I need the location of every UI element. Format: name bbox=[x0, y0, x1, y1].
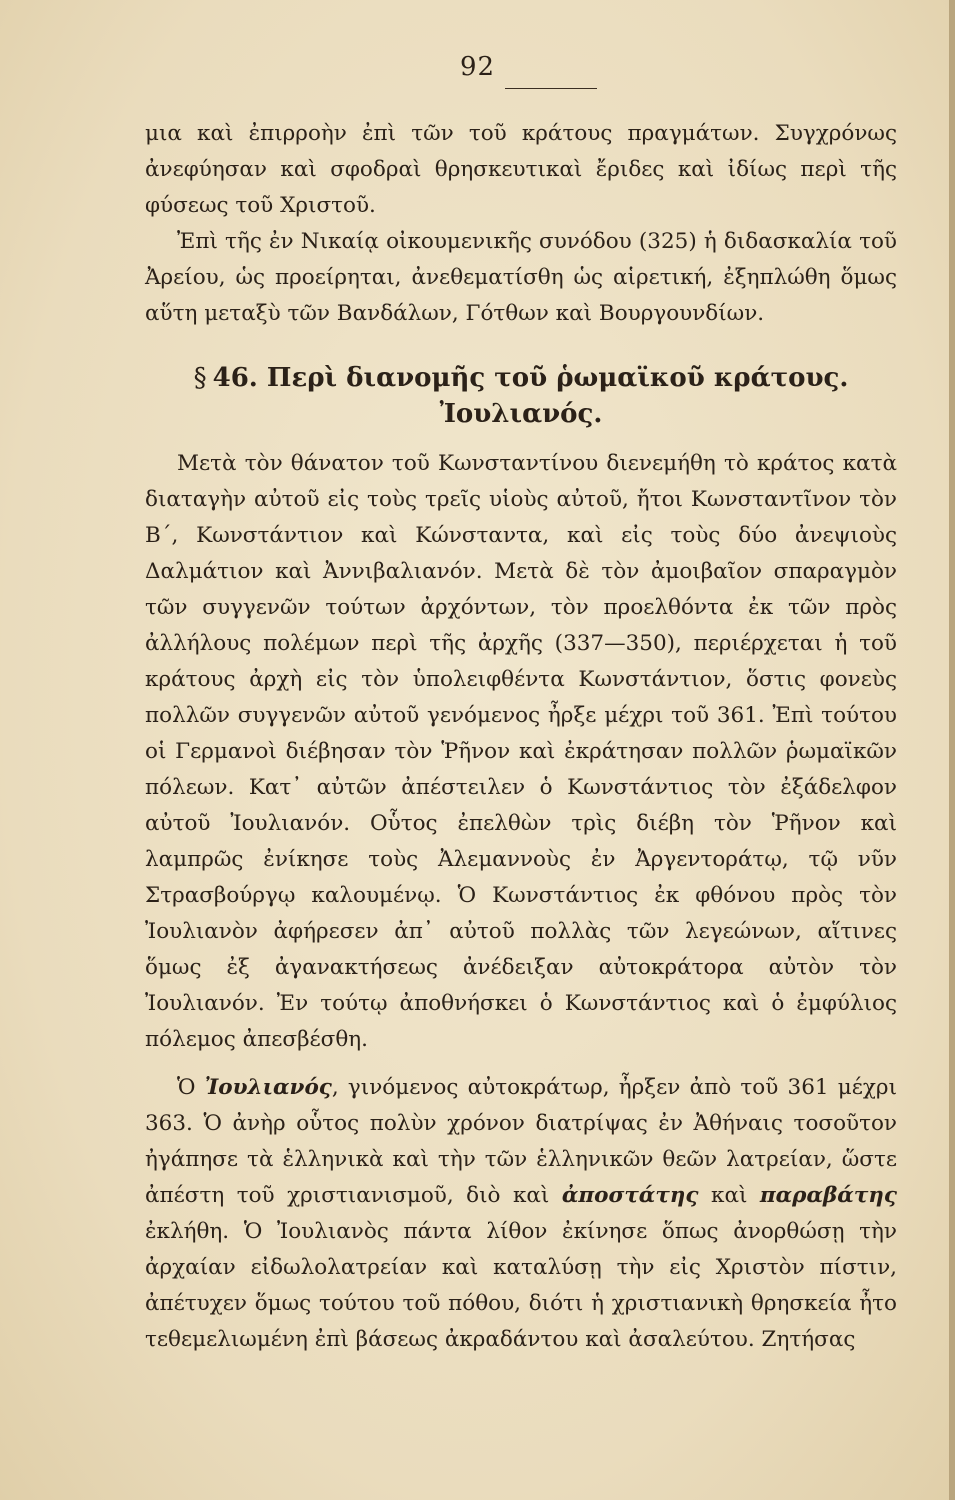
text-run: καὶ bbox=[698, 1183, 760, 1208]
emphasis-transgressor: παραβάτης bbox=[759, 1183, 898, 1208]
header-rule bbox=[505, 88, 597, 89]
text-block-division bbox=[145, 446, 897, 1058]
section-heading bbox=[145, 360, 897, 432]
emphasis-julian: Ἰουλιανός bbox=[204, 1075, 332, 1100]
paragraph-nicaea: Ἐπὶ τῆς ἐν Νικαίᾳ οἰκουμενικῆς συνόδου (325) ἡ διδασκαλία τοῦ Ἀρείου, ὡς προείρηται, ἀνεθεματίσθη ὡς αἱρετική, ἐξηπλώθη ὅμως αὕτη μεταξὺ τῶν Βανδάλων, Γότθων καὶ Βουργουνδίων. bbox=[145, 229, 897, 326]
page-number: 92 bbox=[459, 52, 496, 82]
emphasis-apostate: ἀποστάτης bbox=[561, 1183, 699, 1208]
paragraph-julian bbox=[145, 1070, 897, 1358]
text-run: , γινόμενος αὐτοκράτωρ, ἦρξεν ἀπὸ τοῦ 361 μέχρι 363. Ὁ ἀνὴρ οὗτος πολὺν χρόνον διατρίψας ἐν Ἀθήναις τοσοῦτον ἠγάπησε τὰ ἑλληνικὰ καὶ τὴν τῶν ἑλληνικῶν θεῶν λατρείαν, ὥστε ἀπέστη τοῦ χριστιανισμοῦ, διὸ καὶ bbox=[145, 1075, 897, 1208]
section-symbol: § bbox=[193, 363, 207, 393]
paragraph-continuation: μια καὶ ἐπιρροὴν ἐπὶ τῶν τοῦ κράτους πραγμάτων. Συγχρόνως ἀνεφύησαν καὶ σφοδραὶ θρησκευτικαὶ ἔριδες καὶ ἰδίως περὶ τῆς φύσεως τοῦ Χριστοῦ. bbox=[145, 121, 897, 218]
text-block-julian bbox=[145, 1070, 897, 1358]
text-block-top bbox=[145, 116, 897, 332]
section-title-line2: Ἰουλιανός. bbox=[439, 399, 603, 429]
page-edge bbox=[949, 0, 955, 1500]
section-title bbox=[145, 360, 897, 396]
text-run: Ὁ bbox=[177, 1075, 205, 1100]
section-title-line1: 46. Περὶ διανομῆς τοῦ ῥωμαϊκοῦ κράτους. bbox=[212, 363, 849, 393]
paragraph-division: Μετὰ τὸν θάνατον τοῦ Κωνσταντίνου διενεμήθη τὸ κράτος κατὰ διαταγὴν αὐτοῦ εἰς τοὺς τρεῖς υἱοὺς αὐτοῦ, ἤτοι Κωνσταντῖνον τὸν Β΄, Κωνστάντιον καὶ Κώνσταντα, καὶ εἰς τοὺς δύο ἀνεψιοὺς Δαλμάτιον καὶ Ἀννιβαλιανόν. Μετὰ δὲ τὸν ἀμοιβαῖον σπαραγμὸν τῶν συγγενῶν τούτων ἀρχόντων, τὸν προελθόντα ἐκ τῶν πρὸς ἀλλήλους πολέμων περὶ τῆς ἀρχῆς (337—350), περιέρχεται ἡ τοῦ κράτους ἀρχὴ εἰς τὸν ὑπολειφθέντα Κωνστάντιον, ὅστις φονεὺς πολλῶν συγγενῶν αὐτοῦ γενόμενος ἦρξε μέχρι τοῦ 361. Ἐπὶ τούτου οἱ Γερμανοὶ διέβησαν τὸν Ῥῆνον καὶ ἐκράτησαν πολλῶν ῥωμαϊκῶν πόλεων. Κατ᾽ αὐτῶν ἀπέστειλεν ὁ Κωνστάντιος τὸν ἐξάδελφον αὐτοῦ Ἰουλιανόν. Οὗτος ἐπελθὼν τρὶς διέβη τὸν Ῥῆνον καὶ λαμπρῶς ἐνίκησε τοὺς Ἀλεμαννοὺς ἐν Ἀργεντοράτῳ, τῷ νῦν Στρασβούργῳ καλουμένῳ. Ὁ Κωνστάντιος ἐκ φθόνου πρὸς τὸν Ἰουλιανὸν ἀφήρεσεν ἀπ᾽ αὐτοῦ πολλὰς τῶν λεγεώνων, αἵτινες ὅμως ἐξ ἀγανακτήσεως ἀνέδειξαν αὐτοκράτορα αὐτὸν τὸν Ἰουλιανόν. Ἐν τούτῳ ἀποθνήσκει ὁ Κωνστάντιος καὶ ὁ ἐμφύλιος πόλεμος ἀπεσβέσθη. bbox=[145, 451, 897, 1052]
text-run: ἐκλήθη. Ὁ Ἰουλιανὸς πάντα λίθον ἐκίνησε ὅπως ἀνορθώσῃ τὴν ἀρχαίαν εἰδωλολατρείαν καὶ καταλύσῃ τὴν εἰς Χριστὸν πίστιν, ἀπέτυχεν ὅμως τούτου τοῦ πόθου, διότι ἡ χριστιανικὴ θρησκεία ἦτο τεθεμελιωμένη ἐπὶ βάσεως ἀκραδάντου καὶ ἀσαλεύτου. Ζητήσας bbox=[145, 1219, 897, 1352]
